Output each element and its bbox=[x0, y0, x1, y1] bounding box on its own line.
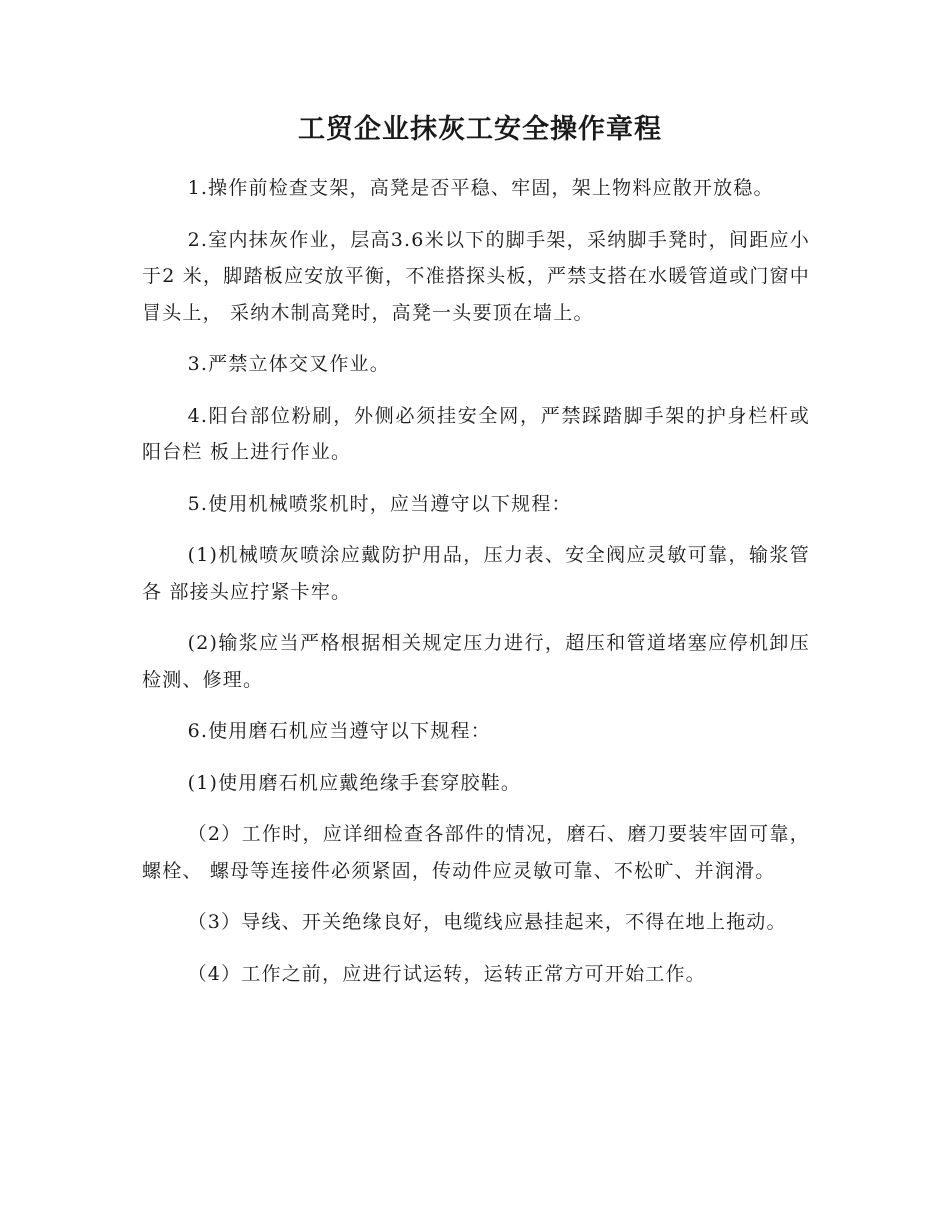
paragraph-3: 3.严禁立体交叉作业。 bbox=[187, 353, 390, 375]
paragraph-1: 1.操作前检查支架，高凳是否平稳、牢固，架上物料应散开放稳。 bbox=[187, 177, 774, 199]
paragraph-4: 4.阳台部位粉刷，外侧必须挂安全网，严禁踩踏脚手架的护身栏杆或阳台栏 板上进行作业。 bbox=[142, 404, 810, 463]
paragraph-6-1: (1)使用磨石机应戴绝缘手套穿胶鞋。 bbox=[187, 771, 522, 794]
paragraph-5: 5.使用机械喷浆机时，应当遵守以下规程： bbox=[187, 492, 572, 515]
paragraph-2: 2.室内抹灰作业，层高3.6米以下的脚手架，采纳脚手凳时，间距应小于2 米，脚踏板应安放平衡，不准搭探头板，严禁支搭在水暖管道或门窗中冒头上， 采纳木制高凳时，高凳一头要顶在墙上。 bbox=[142, 228, 810, 324]
paragraph-5-2: (2)输浆应当严格根据相关规定压力进行，超压和管道堵塞应停机卸压检测、修理。 bbox=[142, 632, 810, 691]
paragraph-6-3: （3）导线、开关绝缘良好，电缆线应悬挂起来，不得在地上拖动。 bbox=[187, 911, 787, 933]
document-page bbox=[142, 108, 810, 1007]
document-title: 工贸企业抹灰工安全操作章程 bbox=[298, 114, 662, 145]
paragraph-6-4: （4）工作之前，应进行试运转，运转正常方可开始工作。 bbox=[187, 962, 706, 985]
paragraph-5-1: (1)机械喷灰喷涂应戴防护用品，压力表、安全阀应灵敏可靠，输浆管各 部接头应拧紧卡牢。 bbox=[142, 544, 810, 603]
paragraph-6: 6.使用磨石机应当遵守以下规程： bbox=[187, 720, 491, 742]
paragraph-6-2: （2）工作时，应详细检查各部件的情况，磨石、磨刀要装牢固可靠，螺栓、 螺母等连接件必须紧固，传动件应灵敏可靠、不松旷、并润滑。 bbox=[142, 823, 810, 882]
